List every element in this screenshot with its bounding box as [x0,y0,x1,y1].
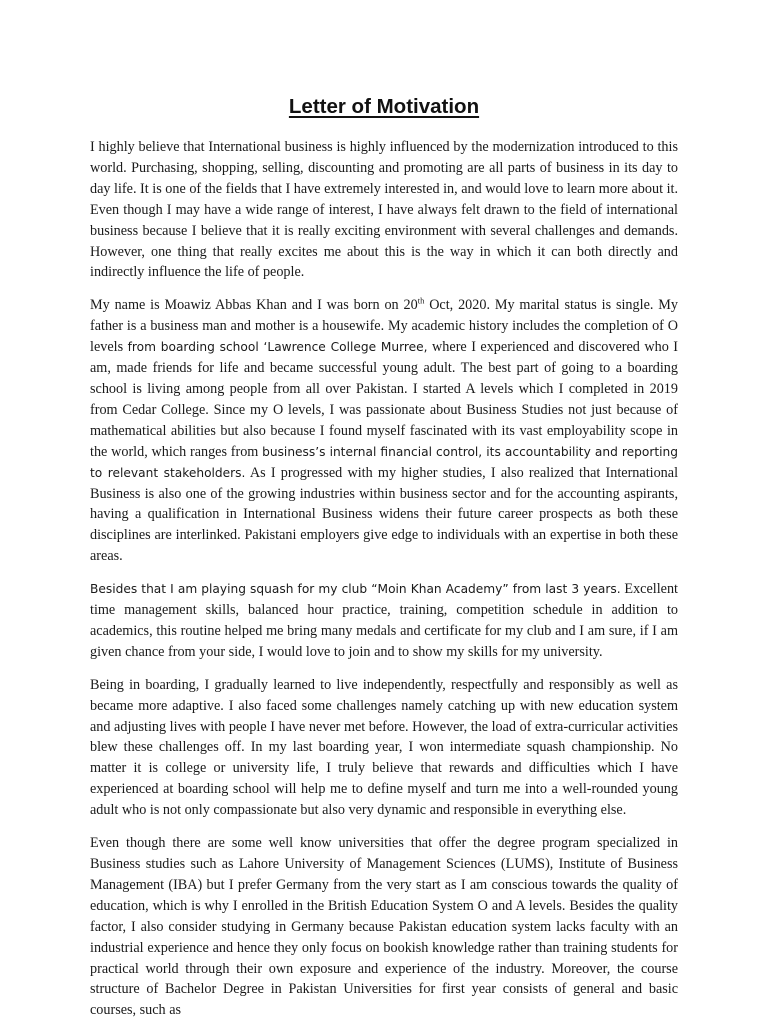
text-run: Oct, 2020. My marital status is single. My father is a business man and mother is a housewife. My academic history includes the completion of O levels [90,297,678,356]
text-run: where I experienced and discovered who I am, made friends for life and became successful young adult. The best part of going to a boarding school is living among people from all over Pakistan. I started A levels which I completed in 2019 from Cedar College. Since my O levels, I was passionate about Business Studies not just because of mathematical abilities but also because I found myself fascinated with its vast employability scope in the world, which ranges from [90,339,679,460]
document-title: Letter of Motivation [288,95,480,118]
text-run-alt-font: from boarding school ‘Lawrence College Murree, [127,340,428,355]
text-run: Excellent time management skills, balanced hour practice, training, competition schedule in addition to academics, this routine helped me bring many medals and certificate for my club and I am sure, if I am given chance from your side, I would love to join and to show my skills for my university. [90,581,678,660]
paragraph-introduction: I highly believe that International business is highly influenced by the modernization introduced to this world. Purchasing, shopping, selling, discounting and promoting are all parts of business in its day to day life. It is one of the fields that I have extremely interested in, and would love to learn more about it. Even though I may have a wide range of interest, I have always felt drawn to the field of international business because I believe that it is really exciting environment with several challenges and demands. However, one thing that really excites me about this is the way in which it can both directly and indirectly influence the life of people. [90,139,678,281]
text-run: As I progressed with my higher studies, I also realized that International Business is also one of the growing industries within business sector and for the accounting aspirants, having a qualification in International Business widens their future career prospects as both these disciplines are interlinked. Pakistani employers give edge to individuals with an expertise in both these areas. [90,464,679,565]
paragraph-squash [90,579,678,663]
paragraph-boarding: Being in boarding, I gradually learned to live independently, respectfully and responsibly as well as became more adaptive. I also faced some challenges namely catching up with new education system and adjusting lives with people I have never met before. However, the load of extra-curricular activities blew these challenges off. In my last boarding year, I won intermediate squash championship. No matter it is college or university life, I truly believe that rewards and difficulties which I have experienced at boarding school will help me to define myself and turn me into a well-rounded young adult who is not only compassionate but also very dynamic and responsible in everything else. [90,676,678,819]
text-run-alt-font: Besides that I am playing squash for my club “Moin Khan Academy” from last 3 years. [90,582,621,597]
text-run: My name is Moawiz Abbas Khan and I was born on 20 [90,297,418,314]
ordinal-suffix: th [417,295,425,306]
paragraph-personal-background [90,295,678,567]
paragraph-universities: Even though there are some well know universities that offer the degree program specialized in Business studies such as Lahore University of Management Sciences (LUMS), Institute of Business Management (IBA) but I prefer Germany from the very start as I am conscious towards the quality of education, which is why I enrolled in the British Education System O and A levels. Besides the quality factor, I also consider studying in Germany because Pakistan education system lacks faculty with an industrial experience and hence they only focus on bookish knowledge rather than training students for practical world through their own exposure and experience of the industry. Moreover, the course structure of Bachelor Degree in Pakistan Universities for first year consists of general and basic courses, such as [90,835,678,1019]
text-run-alt-font: business’s internal financial control, its accountability and reporting to relevant stakeholders. [90,444,678,480]
